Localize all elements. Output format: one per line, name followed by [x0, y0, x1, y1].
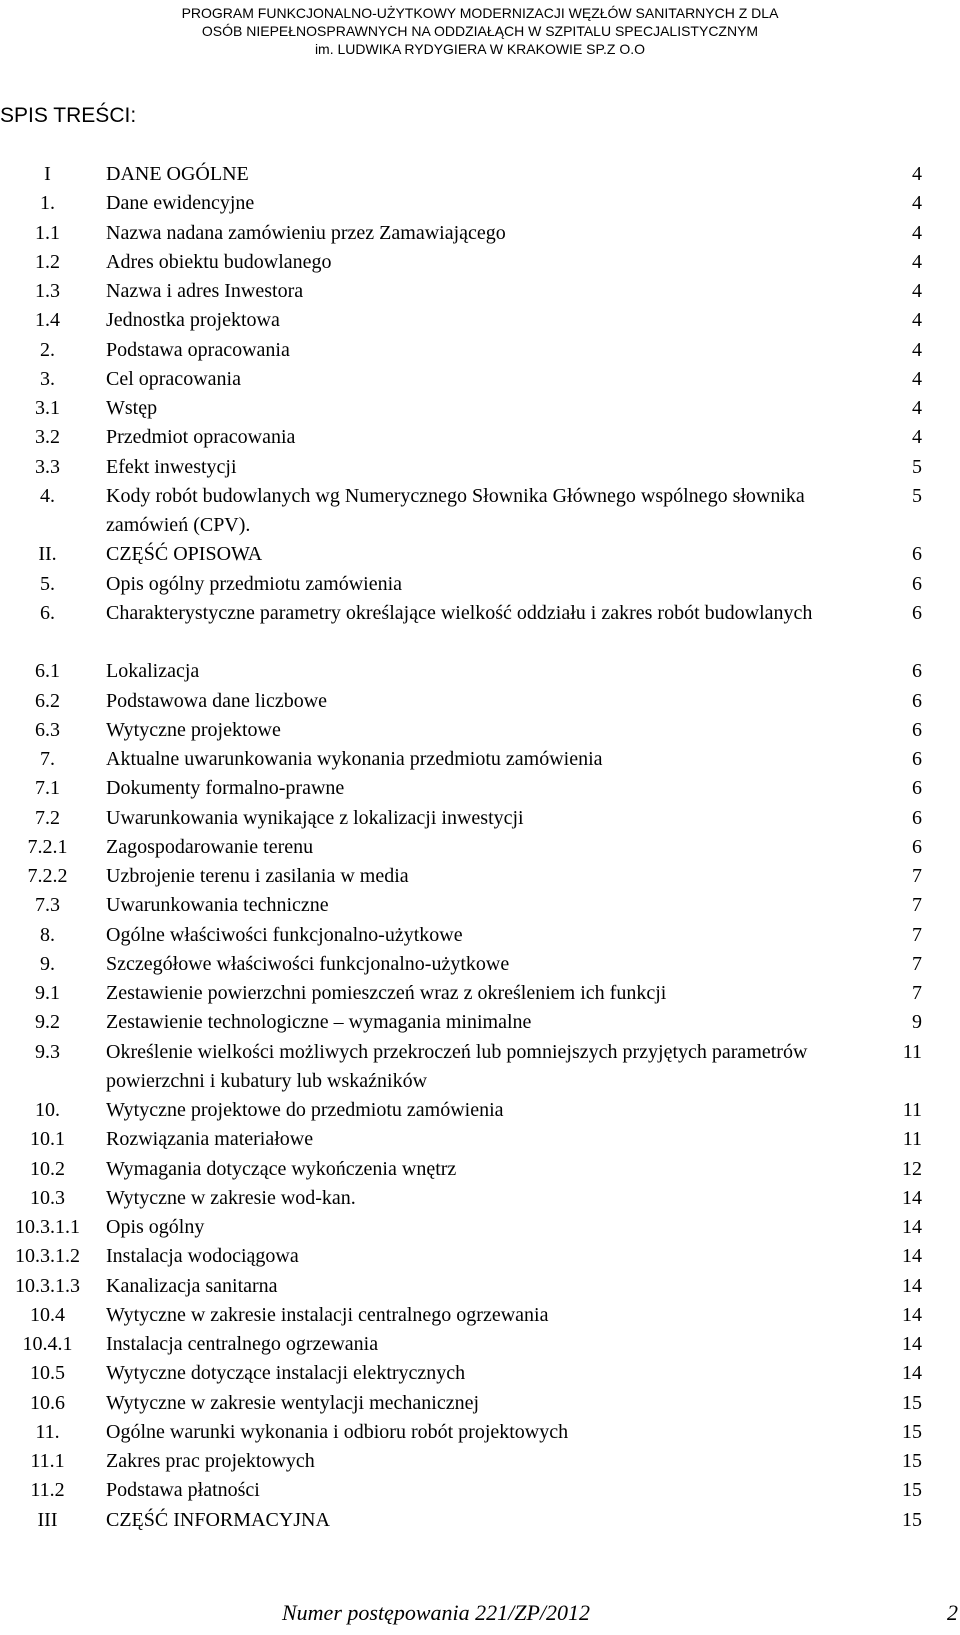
toc-entry-page: 14: [902, 1303, 922, 1326]
toc-entry: [0, 1447, 960, 1476]
toc-entry-number: 10.3.1.1: [15, 1216, 80, 1238]
toc-entry: [0, 189, 960, 218]
toc-entry-page: 6: [912, 572, 922, 595]
toc-entry-number: 8.: [40, 923, 55, 946]
toc-entry: [0, 1418, 960, 1447]
table-of-contents: [0, 160, 960, 1535]
toc-entry-page: 6: [912, 835, 922, 858]
case-number: Numer postępowania 221/ZP/2012: [282, 1600, 591, 1625]
toc-entry-title: Zagospodarowanie terenu: [106, 835, 314, 858]
toc-entry: [0, 394, 960, 423]
toc-entry-page: 7: [912, 865, 922, 887]
toc-entry-number: 9.: [40, 952, 55, 975]
toc-entry-page: 4: [912, 338, 922, 361]
toc-entry-title: Kody robót budowlanych wg Numerycznego Słownika Głównego wspólnego słownika zamówień (CPV).: [106, 484, 805, 536]
toc-entry-title: Wytyczne projektowe do przedmiotu zamówienia: [106, 1099, 504, 1121]
toc-entry-title: Podstawowa dane liczbowe: [106, 689, 328, 712]
toc-entry: [0, 1008, 960, 1037]
toc-entry: [0, 1125, 960, 1154]
toc-entry-number: 10.: [35, 1099, 60, 1121]
toc-entry: [0, 423, 960, 452]
toc-entry-page: 7: [912, 982, 922, 1004]
toc-entry-page: 6: [912, 777, 922, 800]
toc-entry-number: 5.: [40, 572, 55, 595]
toc-entry: [0, 804, 960, 833]
toc-entry: [0, 160, 960, 189]
toc-entry-title: Zestawienie powierzchni pomieszczeń wraz z określeniem ich funkcji: [106, 982, 667, 1004]
toc-entry-page: 5: [912, 484, 922, 507]
toc-entry: [0, 306, 960, 335]
toc-entry: [0, 1184, 960, 1213]
toc-entry-page: 7: [912, 923, 922, 946]
toc-entry: [0, 1506, 960, 1535]
header-line-2: OSÓB NIEPEŁNOSPRAWNYCH NA ODDZIAŁĄCH W SZPITALU SPECJALISTYCZNYM: [201, 23, 759, 39]
toc-entry-page: 7: [912, 952, 922, 975]
toc-entry-title: Opis ogólny: [106, 1216, 205, 1238]
toc-entry-number: 10.5: [30, 1362, 65, 1385]
toc-entry-title: DANE OGÓLNE: [106, 163, 249, 185]
toc-entry-number: 1.4: [35, 309, 60, 332]
toc-entry: [0, 862, 960, 891]
toc-entry: [0, 1389, 960, 1418]
toc-entry: [0, 248, 960, 277]
toc-entry-title: Charakterystyczne parametry określające wielkość oddziału i zakres robót budowlanych: [106, 601, 813, 624]
toc-entry-title: CZĘŚĆ OPISOWA: [106, 543, 263, 566]
toc-entry-title: Wytyczne projektowe: [106, 718, 281, 741]
toc-entry: [0, 921, 960, 950]
toc-entry-page: 14: [902, 1333, 922, 1355]
toc-entry-page: 14: [902, 1245, 922, 1268]
toc-entry-number: 6.: [40, 601, 55, 624]
toc-entry-page: 6: [912, 718, 922, 741]
toc-entry-title: Aktualne uwarunkowania wykonania przedmiotu zamówienia: [106, 748, 603, 770]
toc-entry-title: Kanalizacja sanitarna: [106, 1274, 278, 1297]
toc-entry-page: 6: [912, 689, 922, 712]
toc-entry-title: Ogólne właściwości funkcjonalno-użytkowe: [106, 923, 463, 946]
toc-title: SPIS TREŚCI:: [0, 104, 137, 127]
toc-entry-title: Efekt inwestycji: [106, 455, 237, 478]
toc-entry: [0, 1330, 960, 1359]
toc-entry-number: I: [44, 163, 51, 185]
toc-entry-title: Dane ewidencyjne: [106, 192, 255, 215]
toc-entry-number: 9.1: [35, 982, 60, 1004]
toc-entry: [0, 687, 960, 716]
toc-entry-title: Adres obiektu budowlanego: [106, 250, 332, 273]
toc-entry-number: 10.3.1.2: [15, 1245, 80, 1268]
toc-entry-page: 6: [912, 601, 922, 624]
toc-entry-page: 4: [912, 250, 922, 273]
toc-entry-page: 14: [902, 1362, 922, 1385]
toc-entry-page: 15: [902, 1450, 922, 1472]
toc-entry-number: 6.2: [35, 689, 60, 712]
toc-entry-title: Cel opracowania: [106, 367, 241, 390]
toc-entry: [0, 716, 960, 745]
toc-entry-title: Przedmiot opracowania: [106, 426, 296, 449]
toc-entry-number: 7.2.1: [27, 835, 68, 858]
toc-entry-page: 4: [912, 163, 922, 185]
toc-entry-number: 4.: [40, 484, 55, 507]
toc-entry: [0, 540, 960, 569]
toc-entry-title: CZĘŚĆ INFORMACYJNA: [106, 1508, 330, 1531]
toc-entry: [0, 950, 960, 979]
toc-entry-title: Zakres prac projektowych: [106, 1450, 315, 1472]
toc-entry-number: III: [37, 1508, 58, 1531]
toc-entry-title: Uwarunkowania wynikające z lokalizacji inwestycji: [106, 806, 524, 829]
toc-entry-number: 9.2: [35, 1011, 60, 1034]
toc-entry-number: 2.: [40, 338, 55, 361]
toc-entry-page: 11: [902, 1128, 922, 1151]
toc-entry-page: 14: [902, 1274, 922, 1297]
toc-entry-number: 10.2: [30, 1157, 65, 1180]
toc-entry-number: 1.1: [35, 221, 60, 244]
toc-entry-title: Nazwa nadana zamówieniu przez Zamawiającego: [106, 221, 506, 244]
toc-entry-page: 4: [912, 426, 922, 449]
toc-entry-title: Rozwiązania materiałowe: [106, 1128, 314, 1151]
toc-entry-number: 7.1: [35, 777, 60, 800]
toc-entry: [0, 1096, 960, 1125]
toc-entry-number: 3.3: [35, 455, 60, 478]
toc-entry-title: Szczegółowe właściwości funkcjonalno-użytkowe: [106, 952, 510, 975]
toc-entry-page: 4: [912, 280, 922, 302]
toc-entry-page: 14: [902, 1216, 922, 1238]
toc-entry: [0, 1038, 960, 1097]
toc-entry-title: Zestawienie technologiczne – wymagania minimalne: [106, 1011, 532, 1034]
toc-entry: [0, 1155, 960, 1184]
toc-entry: [0, 570, 960, 599]
toc-entry-page: 6: [912, 806, 922, 829]
toc-entry-title: Określenie wielkości możliwych przekroczeń lub pomniejszych przyjętych parametrów powierzchni i kubatury lub wskaźników: [106, 1040, 808, 1092]
toc-entry-number: 10.3.1.3: [15, 1274, 80, 1297]
toc-entry-number: 10.4.1: [22, 1333, 73, 1355]
toc-entry-page: 15: [902, 1508, 922, 1531]
toc-entry-page: 4: [912, 367, 922, 390]
toc-entry-page: 15: [902, 1479, 922, 1502]
toc-entry-title: Wytyczne w zakresie wod-kan.: [106, 1186, 356, 1209]
toc-entry-page: 6: [912, 660, 922, 683]
toc-entry-title: Instalacja wodociągowa: [106, 1245, 299, 1268]
toc-entry: [0, 336, 960, 365]
toc-entry-number: 10.3: [30, 1186, 65, 1209]
page-footer: [0, 1600, 960, 1630]
toc-entry-page: 4: [912, 192, 922, 215]
toc-entry: [0, 745, 960, 774]
toc-entry-title: Jednostka projektowa: [106, 309, 280, 332]
toc-entry-number: 1.2: [35, 250, 60, 273]
toc-entry-number: 9.3: [35, 1040, 60, 1063]
toc-entry-title: Uwarunkowania techniczne: [106, 894, 329, 917]
toc-entry: [0, 1213, 960, 1242]
toc-entry-title: Nazwa i adres Inwestora: [106, 280, 304, 302]
toc-entry-number: 6.1: [35, 660, 60, 683]
toc-entry-title: Instalacja centralnego ogrzewania: [106, 1333, 379, 1355]
toc-entry: [0, 277, 960, 306]
toc-entry-page: 6: [912, 543, 922, 566]
toc-entry-number: 3.2: [35, 426, 60, 449]
toc-entry-page: 4: [912, 397, 922, 419]
toc-entry-title: Podstawa płatności: [106, 1479, 260, 1502]
toc-entry-page: 4: [912, 221, 922, 244]
toc-entry: [0, 1359, 960, 1388]
toc-entry-number: 10.1: [30, 1128, 65, 1151]
toc-entry-number: 11.2: [30, 1479, 65, 1502]
toc-entry-page: 9: [912, 1011, 922, 1034]
toc-entry: [0, 1272, 960, 1301]
toc-entry-number: 7.: [40, 748, 55, 770]
toc-entry-number: 6.3: [35, 718, 60, 741]
toc-entry-page: 11: [902, 1040, 922, 1063]
toc-entry-title: Wytyczne w zakresie wentylacji mechanicznej: [106, 1391, 480, 1414]
toc-entry-title: Dokumenty formalno-prawne: [106, 777, 345, 800]
toc-entry: [0, 365, 960, 394]
toc-entry: [0, 453, 960, 482]
toc-entry-title: Ogólne warunki wykonania i odbioru robót projektowych: [106, 1420, 569, 1443]
toc-entry-number: 11.: [35, 1420, 60, 1443]
toc-entry-number: 7.2.2: [27, 865, 68, 887]
toc-entry-page: 4: [912, 309, 922, 332]
toc-entry-title: Uzbrojenie terenu i zasilania w media: [106, 865, 409, 887]
toc-entry: [0, 774, 960, 803]
toc-entry: [0, 833, 960, 862]
toc-entry: [0, 219, 960, 248]
toc-entry-title: Opis ogólny przedmiotu zamówienia: [106, 572, 403, 595]
toc-entry: [0, 891, 960, 920]
toc-entry-page: 7: [912, 894, 922, 917]
toc-entry-title: Wymagania dotyczące wykończenia wnętrz: [106, 1157, 457, 1180]
toc-entry-page: 11: [902, 1099, 922, 1121]
toc-entry: [0, 482, 960, 541]
toc-entry-number: 7.2: [35, 806, 60, 829]
toc-entry-number: 10.6: [30, 1391, 65, 1414]
header-line-1: PROGRAM FUNKCJONALNO-UŻYTKOWY MODERNIZACJI WĘZŁÓW SANITARNYCH Z DLA: [181, 5, 779, 21]
toc-entry: [0, 657, 960, 686]
toc-entry-page: 15: [902, 1420, 922, 1443]
toc-entry-title: Lokalizacja: [106, 660, 200, 683]
toc-entry: [0, 599, 960, 658]
toc-entry: [0, 1242, 960, 1271]
toc-entry-number: 3.: [40, 367, 55, 390]
toc-entry: [0, 1476, 960, 1505]
toc-entry: [0, 1301, 960, 1330]
toc-entry-page: 6: [912, 748, 922, 770]
toc-entry-title: Wytyczne dotyczące instalacji elektrycznych: [106, 1362, 466, 1385]
toc-entry-number: 1.3: [35, 280, 60, 302]
toc-entry-number: 3.1: [35, 397, 60, 419]
header-line-3: im. LUDWIKA RYDYGIERA W KRAKOWIE SP.Z O.O: [314, 41, 646, 57]
toc-entry-number: 7.3: [35, 894, 60, 917]
toc-entry-page: 12: [902, 1157, 922, 1180]
toc-entry-page: 15: [902, 1391, 922, 1414]
toc-entry-number: 1.: [40, 192, 55, 215]
toc-entry-title: Wytyczne w zakresie instalacji centralnego ogrzewania: [106, 1303, 549, 1326]
document-header: [0, 4, 960, 58]
toc-entry-page: 14: [902, 1186, 922, 1209]
toc-entry-page: 5: [912, 455, 922, 478]
page-number: 2: [947, 1600, 958, 1625]
toc-entry: [0, 979, 960, 1008]
toc-entry-number: II.: [38, 543, 57, 566]
toc-entry-title: Podstawa opracowania: [106, 338, 290, 361]
toc-entry-number: 10.4: [30, 1303, 65, 1326]
toc-entry-title: Wstęp: [106, 397, 158, 419]
toc-entry-number: 11.1: [30, 1450, 65, 1472]
